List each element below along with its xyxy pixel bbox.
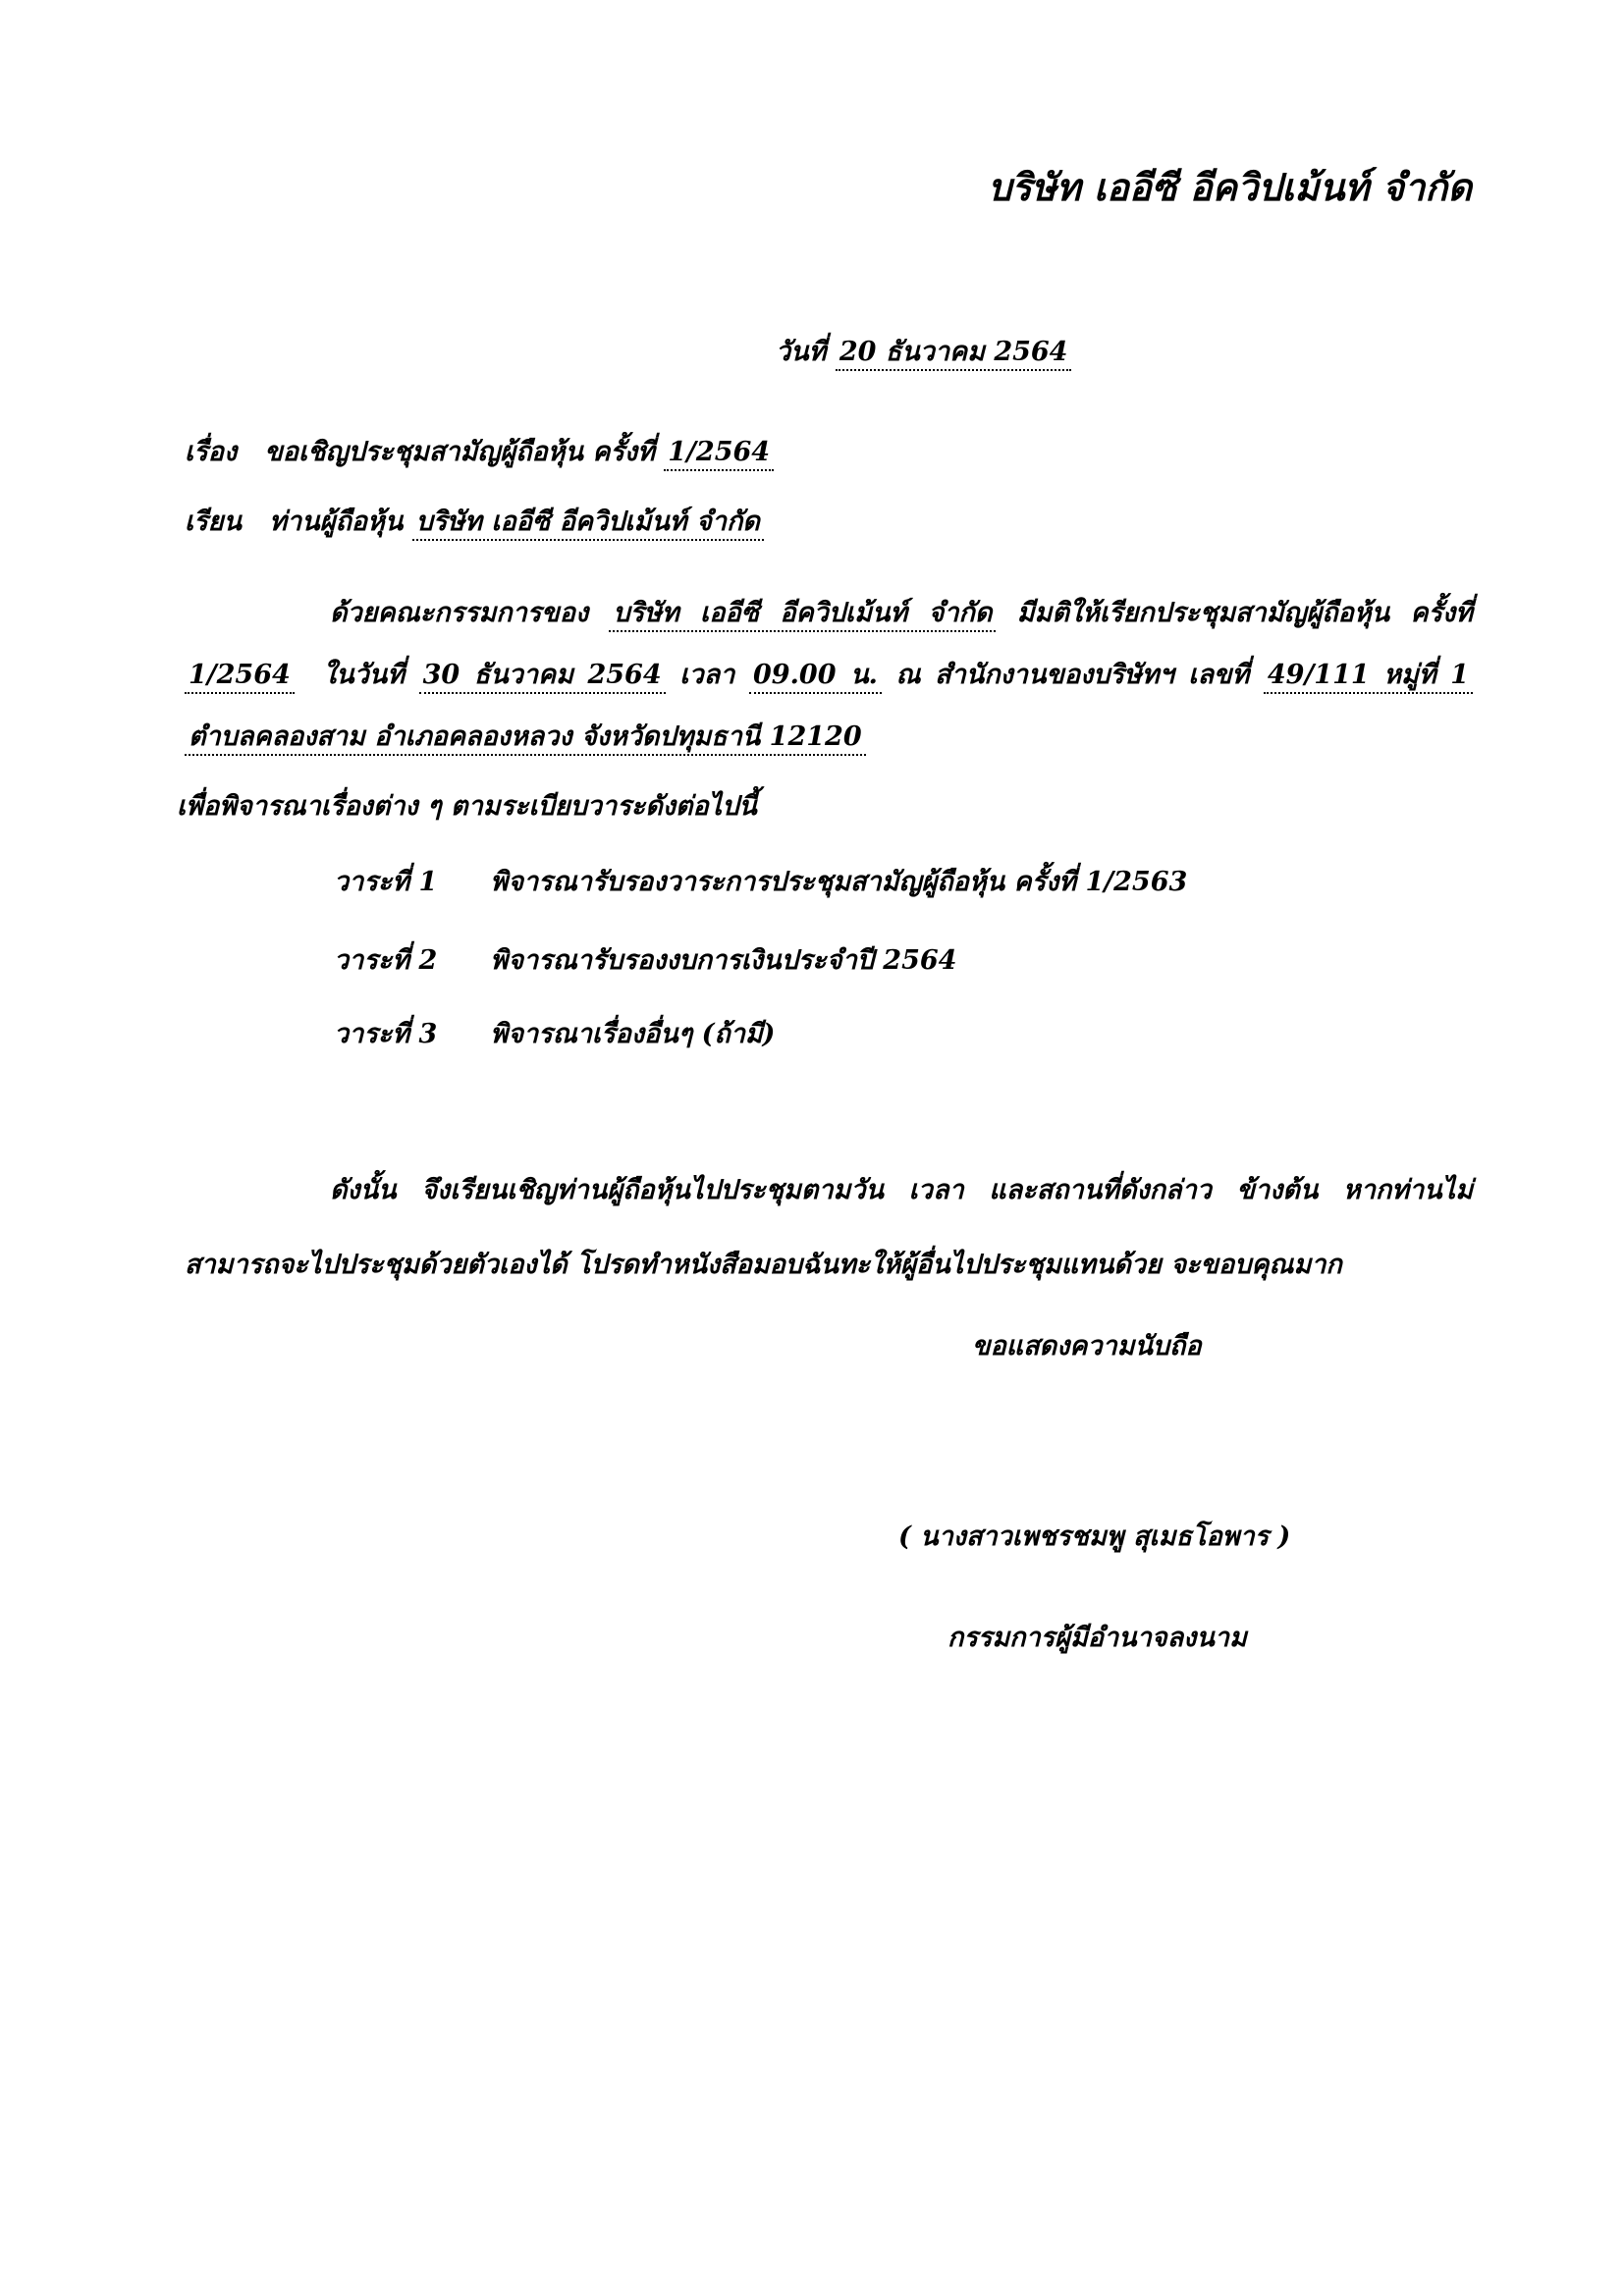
subject-label: เรื่อง: [185, 437, 238, 467]
agenda-item-number: วาระที่ 1: [334, 867, 438, 897]
subject-meeting-no: 1/2564: [664, 437, 774, 471]
invitation-paragraph: [185, 582, 1473, 768]
recipient-label: เรียน: [185, 507, 243, 537]
meeting-no: 1/2564: [185, 660, 295, 694]
date-label: วันที่: [776, 337, 827, 367]
agenda-item-number: วาระที่ 2: [334, 945, 438, 976]
agenda-item: [334, 869, 1187, 895]
meeting-time: 09.00 น.: [749, 660, 882, 694]
recipient-company: บริษัท เออีซี อีควิปเม้นท์ จำกัด: [412, 507, 764, 541]
agenda-intro: เพื่อพิจารณาเรื่องต่าง ๆ ตามระเบียบวาระดังต่อไปนี้: [177, 791, 757, 822]
invitation-company: บริษัท เออีซี อีควิปเม้นท์ จำกัด: [609, 598, 996, 632]
agenda-item-text: พิจารณารับรองงบการเงินประจำปี 2564: [490, 945, 957, 976]
date-value: 20 ธันวาคม 2564: [836, 337, 1072, 371]
letter-date: [776, 339, 1071, 365]
signer-title: กรรมการผู้มีอำนาจลงนาม: [947, 1623, 1247, 1653]
closing-salutation: ขอแสดงความนับถือ: [972, 1331, 1202, 1362]
agenda-item-text: พิจารณาเรื่องอื่นๆ (ถ้ามี): [490, 1019, 776, 1049]
invitation-intro: ด้วยคณะกรรมการของ: [330, 598, 589, 628]
time-label: เวลา: [679, 660, 735, 690]
invitation-resolution: มีมติให้เรียกประชุมสามัญผู้ถือหุ้น: [1016, 598, 1390, 628]
agenda-item: [334, 1021, 775, 1047]
meeting-date: 30 ธันวาคม 2564: [419, 660, 666, 694]
on-date-label: ในวันที่: [322, 660, 406, 690]
address-line1: 49/111 หมู่ที่ 1: [1264, 660, 1473, 694]
address-line2: ตำบลคลองสาม อำเภอคลองหลวง จังหวัดปทุมธานี 12120: [185, 721, 866, 756]
venue-text: ณ สำนักงานของบริษัทฯ เลขที่: [895, 660, 1250, 690]
agenda-item-text: พิจารณารับรองวาระการประชุมสามัญผู้ถือหุ้น ครั้งที่ 1/2563: [490, 867, 1188, 897]
subject-line: [185, 439, 774, 465]
agenda-item-number: วาระที่ 3: [334, 1019, 438, 1049]
recipient-line: [185, 508, 764, 535]
meeting-no-label: ครั้งที่: [1410, 598, 1473, 628]
company-header: บริษัท เออีซี อีควิปเม้นท์ จำกัด: [988, 165, 1472, 209]
recipient-text: ท่านผู้ถือหุ้น: [269, 507, 404, 537]
subject-text: ขอเชิญประชุมสามัญผู้ถือหุ้น ครั้งที่: [264, 437, 655, 467]
signer-name: ( นางสาวเพชรชมพู สุเมธโอพาร ): [898, 1522, 1291, 1552]
conclusion-paragraph: ดังนั้น จึงเรียนเชิญท่านผู้ถือหุ้นไปประชุมตามวัน เวลา และสถานที่ดังกล่าว ข้างต้น หากท่านไม่สามารถจะไปประชุมด้วยตัวเองได้ โปรดทำหนังสือมอบฉันทะให้ผู้อื่นไปประชุมแทนด้วย จะขอบคุณมาก: [185, 1175, 1473, 1280]
agenda-item: [334, 947, 956, 974]
